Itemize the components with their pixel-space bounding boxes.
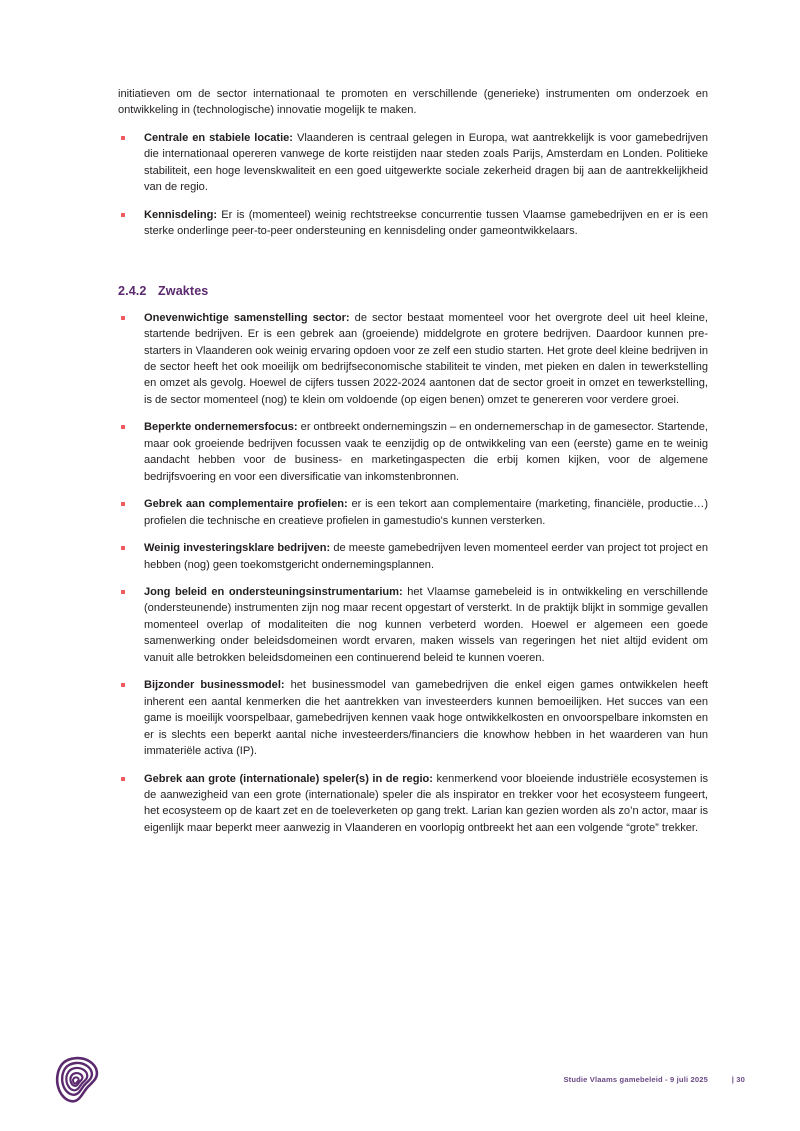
- bullet-dot-icon: [121, 590, 125, 594]
- section-title: Zwaktes: [158, 283, 209, 298]
- organization-logo-icon: [55, 1056, 99, 1104]
- bullet-body-text: er ontbreekt ondernemingszin – en ondernemerschap in de gamesector. Startende, maar ook groeiende bedrijven focussen vaak te eenzijdig op de ontwikkeling van een (eerste) game en te weinig aandacht hebben voor de business- en marketingaspecten die erbij komen kijken, voor de algemene bedrijfsvoering en voor een diversificatie van inkomstenbronnen.: [144, 421, 708, 483]
- bullet-body-text: kenmerkend voor bloeiende industriële ecosystemen is de aanwezigheid van een grote (internationale) speler die als inspirator en trekker voor het ecosysteem fungeert, het ecosysteem op de kaart zet en de toeleverketen op gang trekt. Larian kan gezien worden als zo’n actor, maar is eigenlijk maar beperkt meer aanwezig in Vlaanderen en voorlopig ontbreekt het aan een volgende “grote” trekker.: [144, 772, 708, 834]
- bullet-lead-label: Bijzonder businessmodel:: [144, 679, 285, 692]
- bullet-lead-label: Kennisdeling:: [144, 208, 218, 221]
- footer-page-number: | 30: [731, 1075, 745, 1084]
- list-item: [118, 496, 708, 529]
- bullet-dot-icon: [121, 425, 125, 429]
- bullet-lead-label: Jong beleid en ondersteuningsinstrumentarium:: [144, 585, 403, 598]
- section-spacer: [118, 240, 708, 258]
- bullet-lead-label: Beperkte ondernemersfocus:: [144, 421, 298, 434]
- section-heading: [118, 284, 708, 298]
- bullet-dot-icon: [121, 502, 125, 506]
- bullet-dot-icon: [121, 316, 125, 320]
- bullet-dot-icon: [121, 683, 125, 687]
- bullet-lead-label: Centrale en stabiele locatie:: [144, 131, 293, 144]
- bullet-body-text: Vlaanderen is centraal gelegen in Europa, wat aantrekkelijk is voor gamebedrijven die internationaal opereren vanwege de korte reistijden naar steden zoals Parijs, Amsterdam en Londen. Politieke stabiliteit, een hoge levenskwaliteit en een goed uitgewerkte sociale zekerheid dragen bij aan de aantrekkelijkheid van de regio.: [144, 131, 708, 194]
- bullet-body-text: er is een tekort aan complementaire (marketing, financiële, productie…) profielen die technische en creatieve profielen in gamestudio's kunnen versterken.: [144, 498, 709, 527]
- bullet-dot-icon: [121, 777, 125, 781]
- list-item: [118, 207, 708, 240]
- bullet-dot-icon: [121, 546, 125, 550]
- footer-document-title: Studie Vlaams gamebeleid - 9 juli 2025: [563, 1075, 708, 1084]
- bullet-body-text: de meeste gamebedrijven leven momenteel eerder van project tot project en hebben (nog) geen toekomstgericht ondernemingsplannen.: [144, 542, 708, 571]
- list-item: [118, 540, 708, 573]
- bullet-dot-icon: [121, 136, 125, 140]
- list-item: [118, 130, 708, 196]
- bullet-lead-label: Weinig investeringsklare bedrijven:: [144, 542, 331, 555]
- section-number: 2.4.2: [118, 283, 147, 298]
- list-item: [118, 310, 708, 409]
- bullet-lead-label: Gebrek aan complementaire profielen:: [144, 498, 348, 511]
- bullet-dot-icon: [121, 213, 125, 217]
- bullet-body-text: Er is (momenteel) weinig rechtstreekse concurrentie tussen Vlaamse gamebedrijven en er is een sterke onderlinge peer-to-peer ondersteuning en kennisdeling onder gameontwikkelaars.: [144, 208, 708, 238]
- strengths-bullet-list: [118, 130, 708, 240]
- list-item: [118, 584, 708, 666]
- list-item: [118, 771, 708, 837]
- bullet-body-text: het businessmodel van gamebedrijven die enkel eigen games ontwikkelen heeft inherent een aantal kenmerken die het aantrekken van investeerders kunnen bemoeilijken. Het succes van een game is moeilijk voorspelbaar, gamebedrijven kennen vaak hoge ontwikkelkosten en onvoorspelbare inkomsten en er is slechts een beperkt aantal niche investeerders/financiers die knowhow hebben in het waarderen van hun immateriële activa (IP).: [144, 679, 708, 758]
- weaknesses-bullet-list: [118, 310, 708, 837]
- list-item: [118, 677, 708, 759]
- bullet-body-text: de sector bestaat momenteel voor het overgrote deel uit heel kleine, startende bedrijven. Er is een gebrek aan (groeiende) middelgrote en grotere bedrijven. Daardoor kunnen pre-starters in Vlaanderen ook weinig ervaring opdoen voor ze zelf een studio starten. Het grote deel kleine bedrijven in de sector heeft het ook moeilijk om bedrijfseconomische stabiliteit te vinden, met pieken en dalen in tewerkstelling en omzet als gevolg. Hoewel de cijfers tussen 2022-2024 aantonen dat de sector groeit in omzet en tewerkstelling, is de sector momenteel (nog) te klein om voldoende (op eigen benen) omzet te genereren voor verdere groei.: [144, 311, 708, 406]
- bullet-lead-label: Onevenwichtige samenstelling sector:: [144, 311, 350, 324]
- list-item: [118, 419, 708, 485]
- intro-paragraph: initiatieven om de sector internationaal te promoten en verschillende (generieke) instrumenten om onderzoek en ontwikkeling in (technologische) innovatie mogelijk te maken.: [118, 88, 708, 117]
- page-content: [118, 86, 708, 836]
- page-footer: [0, 1021, 800, 1131]
- bullet-body-text: het Vlaamse gamebeleid is in ontwikkeling en verschillende (ondersteunende) instrumenten zijn nog maar recent opgestart of versterkt. In de praktijk blijkt in sommige gevallen momenteel overlap of modaliteiten die nog kunnen verbeterd worden. Hoewel er algemeen een goede samenwerking onder beleidsdomeinen wordt ervaren, maken wissels van regeringen het niet altijd evident om vanuit alle betrokken beleidsdomeinen een continuerend beleid te kunnen voeren.: [144, 585, 708, 664]
- bullet-lead-label: Gebrek aan grote (internationale) speler(s) in de regio:: [144, 772, 433, 785]
